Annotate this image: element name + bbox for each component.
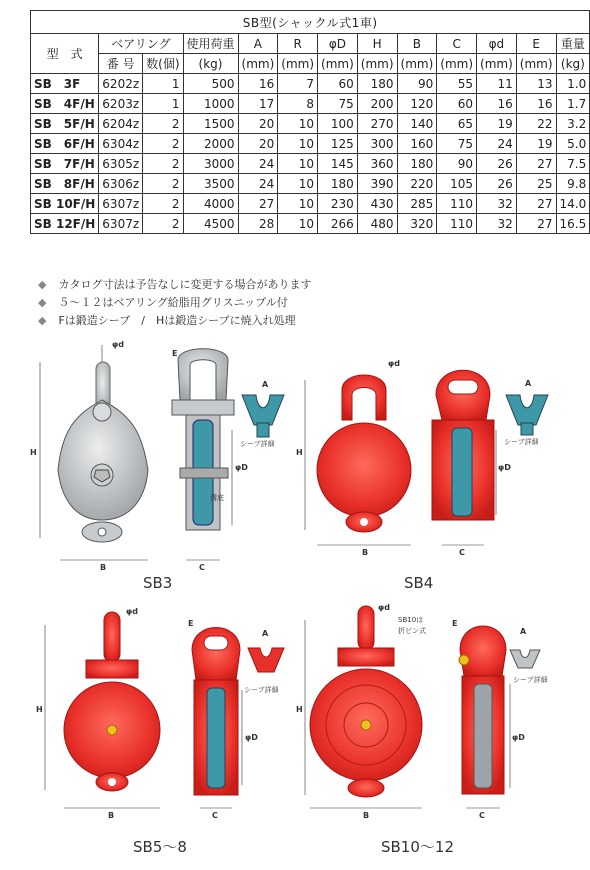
value-cell: 10 bbox=[278, 214, 318, 234]
dim-h-label: H bbox=[296, 448, 303, 457]
bearing-number-cell: 6203z bbox=[99, 94, 143, 114]
dim-e-label: E bbox=[188, 619, 194, 628]
value-cell: 27 bbox=[516, 154, 556, 174]
value-cell: 140 bbox=[397, 114, 437, 134]
dim-e-label: E bbox=[172, 349, 178, 358]
model-cell: SB 7F/H bbox=[31, 154, 99, 174]
value-cell: 480 bbox=[357, 214, 397, 234]
note-bullet: ◆ bbox=[38, 278, 47, 291]
value-cell: 200 bbox=[357, 94, 397, 114]
unit-header: (mm) bbox=[357, 54, 397, 74]
value-cell: 1000 bbox=[183, 94, 238, 114]
dim-phid-big-label: φD bbox=[498, 463, 511, 472]
dim-b-label: B bbox=[363, 811, 370, 820]
sb4-front-diagram bbox=[296, 359, 411, 557]
value-cell: 65 bbox=[437, 114, 477, 134]
value-cell: 32 bbox=[477, 194, 517, 214]
value-cell: 100 bbox=[318, 114, 358, 134]
column-header: R bbox=[278, 34, 318, 54]
model-cell: SB 3F bbox=[31, 74, 99, 94]
unit-header: (mm) bbox=[318, 54, 358, 74]
value-cell: 2 bbox=[143, 154, 183, 174]
value-cell: 270 bbox=[357, 114, 397, 134]
value-cell: 19 bbox=[516, 134, 556, 154]
value-cell: 125 bbox=[318, 134, 358, 154]
sheave-detail-label: シーブ詳細 bbox=[240, 440, 275, 448]
model-cell: SB 10F/H bbox=[31, 194, 99, 214]
value-cell: 320 bbox=[397, 214, 437, 234]
model-cell: SB 8F/H bbox=[31, 174, 99, 194]
column-header: φD bbox=[318, 34, 358, 54]
value-cell: 10 bbox=[278, 174, 318, 194]
value-cell: 24 bbox=[238, 154, 278, 174]
figure-label-sb3: SB3 bbox=[143, 574, 173, 592]
column-header: H bbox=[357, 34, 397, 54]
groove-bottom-label: 溝底 bbox=[210, 494, 224, 502]
model-cell: SB 4F/H bbox=[31, 94, 99, 114]
value-cell: 60 bbox=[437, 94, 477, 114]
bearing-number-cell: 6306z bbox=[99, 174, 143, 194]
value-cell: 90 bbox=[397, 74, 437, 94]
sb3-front-diagram bbox=[30, 340, 148, 572]
sb10-12-side-diagram bbox=[452, 619, 548, 820]
value-cell: 430 bbox=[357, 194, 397, 214]
value-cell: 230 bbox=[318, 194, 358, 214]
column-header: φd bbox=[477, 34, 517, 54]
value-cell: 105 bbox=[437, 174, 477, 194]
value-cell: 1.0 bbox=[556, 74, 590, 94]
value-cell: 120 bbox=[397, 94, 437, 114]
value-cell: 180 bbox=[318, 174, 358, 194]
note-bullet: ◆ bbox=[38, 314, 47, 327]
dim-a-label: A bbox=[525, 379, 532, 388]
value-cell: 10 bbox=[278, 134, 318, 154]
value-cell: 26 bbox=[477, 154, 517, 174]
unit-header: (kg) bbox=[556, 54, 590, 74]
dim-c-label: C bbox=[199, 563, 205, 572]
value-cell: 22 bbox=[516, 114, 556, 134]
column-header: C bbox=[437, 34, 477, 54]
value-cell: 300 bbox=[357, 134, 397, 154]
dim-b-label: B bbox=[362, 548, 369, 557]
value-cell: 20 bbox=[238, 134, 278, 154]
dim-phid-label: φd bbox=[112, 340, 124, 349]
bearing-number-cell: 6204z bbox=[99, 114, 143, 134]
value-cell: 7 bbox=[278, 74, 318, 94]
note-text: ５～１２はベアリング給脂用グリスニップル付 bbox=[58, 296, 288, 309]
value-cell: 1.7 bbox=[556, 94, 590, 114]
value-cell: 20 bbox=[238, 114, 278, 134]
value-cell: 285 bbox=[397, 194, 437, 214]
dim-phid-label: φd bbox=[378, 603, 390, 612]
sb5-8-front-diagram bbox=[36, 607, 160, 820]
model-header: 型 式 bbox=[31, 34, 99, 74]
bearing-number-cell: 6202z bbox=[99, 74, 143, 94]
value-cell: 28 bbox=[238, 214, 278, 234]
value-cell: 2 bbox=[143, 214, 183, 234]
value-cell: 10 bbox=[278, 194, 318, 214]
value-cell: 75 bbox=[318, 94, 358, 114]
value-cell: 1500 bbox=[183, 114, 238, 134]
model-cell: SB 5F/H bbox=[31, 114, 99, 134]
value-cell: 10 bbox=[278, 114, 318, 134]
sheave-detail-label: シーブ詳細 bbox=[244, 686, 279, 694]
value-cell: 19 bbox=[477, 114, 517, 134]
figure-label-sb5-8: SB5～8 bbox=[133, 838, 187, 856]
dim-h-label: H bbox=[296, 705, 303, 714]
unit-header: (mm) bbox=[437, 54, 477, 74]
sb4-side-diagram bbox=[432, 370, 548, 557]
column-header: A bbox=[238, 34, 278, 54]
value-cell: 2 bbox=[143, 194, 183, 214]
value-cell: 3500 bbox=[183, 174, 238, 194]
value-cell: 390 bbox=[357, 174, 397, 194]
value-cell: 2 bbox=[143, 174, 183, 194]
column-header: B bbox=[397, 34, 437, 54]
sb5-8-side-diagram bbox=[188, 619, 284, 820]
figure-label-sb4: SB4 bbox=[404, 574, 434, 592]
value-cell: 5.0 bbox=[556, 134, 590, 154]
dim-h-label: H bbox=[36, 705, 43, 714]
value-cell: 32 bbox=[477, 214, 517, 234]
unit-header: (mm) bbox=[278, 54, 318, 74]
value-cell: 1 bbox=[143, 94, 183, 114]
dim-c-label: C bbox=[212, 811, 218, 820]
value-cell: 60 bbox=[318, 74, 358, 94]
note-bullet: ◆ bbox=[38, 296, 47, 309]
unit-header: (mm) bbox=[238, 54, 278, 74]
value-cell: 27 bbox=[516, 214, 556, 234]
value-cell: 145 bbox=[318, 154, 358, 174]
unit-header: (mm) bbox=[477, 54, 517, 74]
column-header: E bbox=[516, 34, 556, 54]
dim-phid-label: φd bbox=[126, 607, 138, 616]
dim-phid-big-label: φD bbox=[245, 733, 258, 742]
value-cell: 2 bbox=[143, 134, 183, 154]
value-cell: 4000 bbox=[183, 194, 238, 214]
model-cell: SB 6F/H bbox=[31, 134, 99, 154]
value-cell: 160 bbox=[397, 134, 437, 154]
value-cell: 26 bbox=[477, 174, 517, 194]
sheave-detail-label: シーブ詳細 bbox=[504, 438, 539, 446]
value-cell: 16 bbox=[477, 94, 517, 114]
value-cell: 500 bbox=[183, 74, 238, 94]
column-header: 使用荷重 bbox=[183, 34, 238, 54]
value-cell: 16.5 bbox=[556, 214, 590, 234]
dim-c-label: C bbox=[459, 548, 465, 557]
bearing-header: ベアリング bbox=[99, 34, 183, 54]
value-cell: 3.2 bbox=[556, 114, 590, 134]
value-cell: 25 bbox=[516, 174, 556, 194]
value-cell: 180 bbox=[397, 154, 437, 174]
model-cell: SB 12F/H bbox=[31, 214, 99, 234]
value-cell: 90 bbox=[437, 154, 477, 174]
bearing-number-cell: 6305z bbox=[99, 154, 143, 174]
dim-phid-big-label: φD bbox=[512, 733, 525, 742]
dim-phid-label: φd bbox=[388, 359, 400, 368]
value-cell: 2 bbox=[143, 114, 183, 134]
column-header: 重量 bbox=[556, 34, 590, 54]
value-cell: 266 bbox=[318, 214, 358, 234]
value-cell: 9.8 bbox=[556, 174, 590, 194]
value-cell: 13 bbox=[516, 74, 556, 94]
value-cell: 17 bbox=[238, 94, 278, 114]
bearing-number-cell: 6307z bbox=[99, 194, 143, 214]
unit-header: (mm) bbox=[516, 54, 556, 74]
table-title: SB型(シャックル式1車) bbox=[31, 11, 590, 34]
value-cell: 8 bbox=[278, 94, 318, 114]
value-cell: 1 bbox=[143, 74, 183, 94]
value-cell: 27 bbox=[238, 194, 278, 214]
dim-c-label: C bbox=[479, 811, 485, 820]
unit-header: (kg) bbox=[183, 54, 238, 74]
sheave-detail-label: シーブ詳細 bbox=[513, 676, 548, 684]
unit-header: (mm) bbox=[397, 54, 437, 74]
value-cell: 11 bbox=[477, 74, 517, 94]
dim-b-label: B bbox=[100, 563, 107, 572]
bearing-number-cell: 6304z bbox=[99, 134, 143, 154]
value-cell: 55 bbox=[437, 74, 477, 94]
note-text: カタログ寸法は予告なしに変更する場合があります bbox=[58, 278, 312, 291]
value-cell: 180 bbox=[357, 74, 397, 94]
value-cell: 360 bbox=[357, 154, 397, 174]
bearing-count-header: 数(個) bbox=[143, 54, 183, 74]
value-cell: 75 bbox=[437, 134, 477, 154]
value-cell: 16 bbox=[516, 94, 556, 114]
value-cell: 110 bbox=[437, 214, 477, 234]
sb10-note-1: SB10は bbox=[398, 616, 424, 624]
dim-phid-big-label: φD bbox=[235, 463, 248, 472]
dim-e-label: E bbox=[452, 619, 458, 628]
value-cell: 27 bbox=[516, 194, 556, 214]
dim-a-label: A bbox=[262, 629, 269, 638]
value-cell: 220 bbox=[397, 174, 437, 194]
bearing-number-header: 番 号 bbox=[99, 54, 143, 74]
figure-label-sb10-12: SB10～12 bbox=[381, 838, 454, 856]
dim-a-label: A bbox=[520, 627, 527, 636]
value-cell: 7.5 bbox=[556, 154, 590, 174]
dim-h-label: H bbox=[30, 448, 37, 457]
note-text: Fは鍛造シーブ / Hは鍛造シーブに焼入れ処理 bbox=[58, 314, 296, 327]
sb10-12-front-diagram bbox=[296, 603, 426, 820]
value-cell: 24 bbox=[238, 174, 278, 194]
value-cell: 110 bbox=[437, 194, 477, 214]
bearing-number-cell: 6307z bbox=[99, 214, 143, 234]
value-cell: 14.0 bbox=[556, 194, 590, 214]
sb10-note-2: 折ピン式 bbox=[398, 627, 426, 635]
value-cell: 2000 bbox=[183, 134, 238, 154]
sb3-side-diagram bbox=[172, 349, 284, 572]
value-cell: 16 bbox=[238, 74, 278, 94]
dim-b-label: B bbox=[108, 811, 115, 820]
value-cell: 24 bbox=[477, 134, 517, 154]
value-cell: 3000 bbox=[183, 154, 238, 174]
value-cell: 10 bbox=[278, 154, 318, 174]
value-cell: 4500 bbox=[183, 214, 238, 234]
dim-a-label: A bbox=[262, 380, 269, 389]
